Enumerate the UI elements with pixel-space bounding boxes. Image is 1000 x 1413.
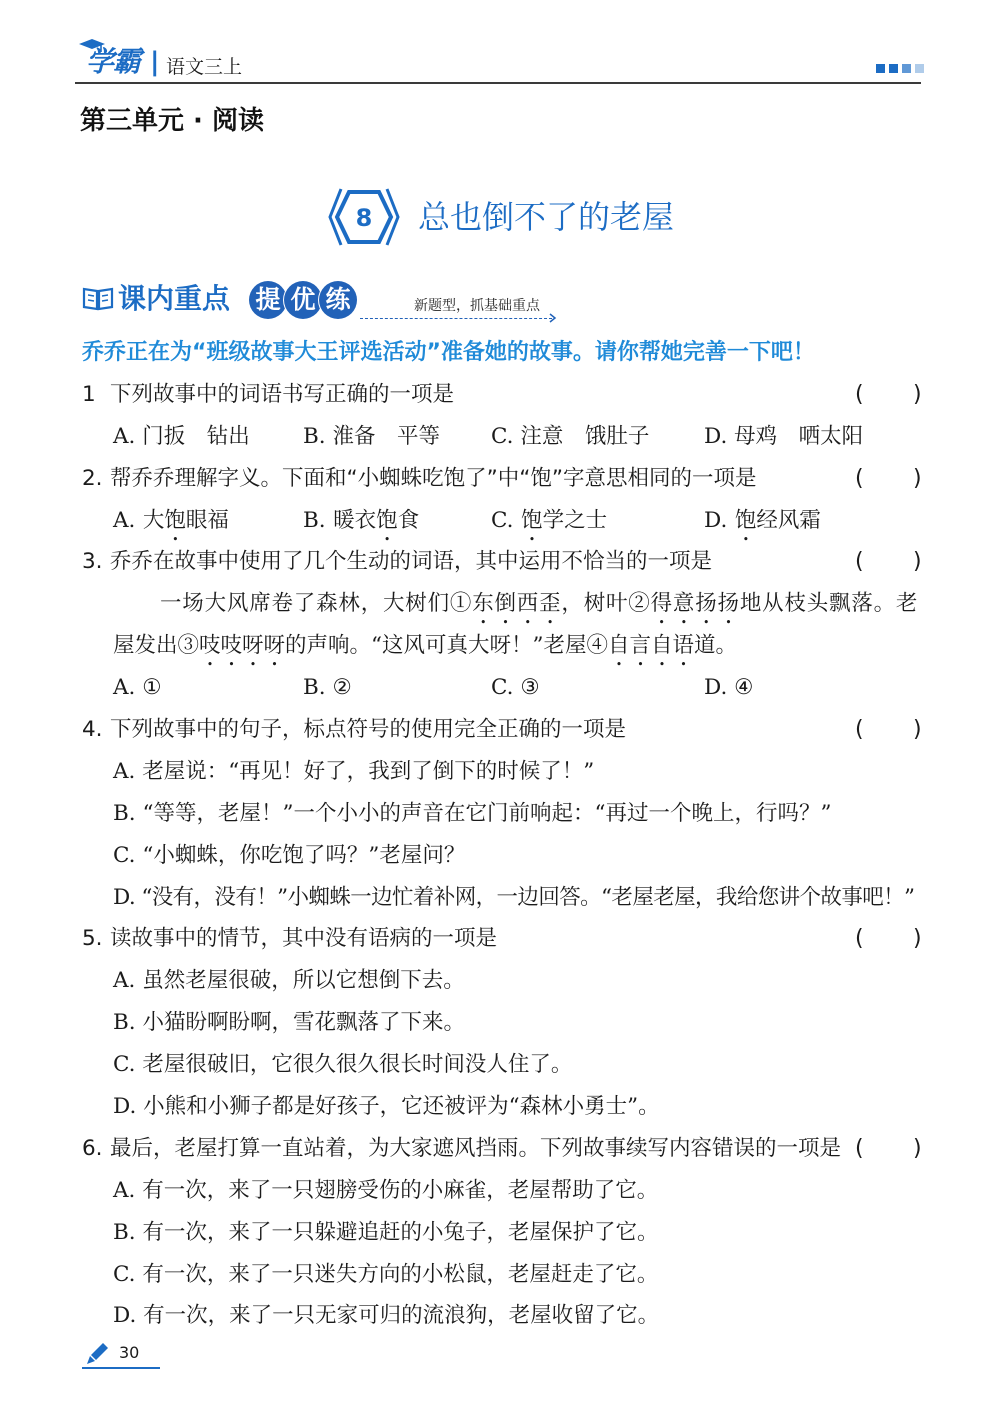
question-stem: 帮乔乔理解字义。下面和“小蜘蛛吃饱了”中“饱”字意思相同的一项是 (110, 465, 757, 491)
passage-segment: ，树叶② (561, 591, 651, 617)
answer-bracket-open: ( (855, 717, 864, 743)
question-2-options (0, 500, 1000, 542)
option-d: D. 小熊和小狮子都是好孩子，它还被评为“森林小勇士”。 (113, 1094, 660, 1120)
question-5-option-a (0, 960, 1000, 1002)
arrow-right-icon (549, 313, 557, 323)
option-a: A. 门扳 钻出 (113, 423, 250, 449)
answer-bracket-close: ) (913, 465, 922, 491)
question-2 (0, 458, 1000, 500)
question-4-option-d (0, 877, 1000, 919)
question-stem: 读故事中的情节，其中没有语病的一项是 (110, 926, 498, 952)
option-a: A. 有一次，来了一只翅膀受伤的小麻雀，老屋帮助了它。 (113, 1177, 659, 1203)
question-stem: 最后，老屋打算一直站着，为大家遮风挡雨。下列故事续写内容错误的一项是 (110, 1135, 842, 1161)
question-number: 6. (82, 1135, 103, 1161)
passage-text (113, 625, 737, 671)
question-6-option-b (0, 1212, 1000, 1254)
option-text-post: 食 (397, 507, 420, 533)
option-a (113, 500, 229, 546)
option-b: B. 有一次，来了一只躲避追赶的小兔子，老屋保护了它。 (113, 1219, 659, 1245)
question-number: 1 (82, 381, 96, 407)
lesson-number: 8 (355, 204, 373, 232)
header-square-3 (902, 64, 911, 73)
option-text-post: 眼福 (185, 507, 229, 533)
header-rule (75, 82, 921, 84)
section-badge-char-1: 提 (249, 281, 287, 319)
question-stem: 下列故事中的词语书写正确的一项是 (110, 381, 455, 407)
lesson-number-badge (327, 186, 401, 248)
option-c (491, 500, 607, 546)
question-4-option-c (0, 835, 1000, 877)
option-c: C. ③ (491, 675, 540, 701)
option-c: C. “小蜘蛛，你吃饱了吗？”老屋问？ (113, 842, 466, 868)
question-5-option-d (0, 1086, 1000, 1128)
passage-text (160, 583, 918, 629)
option-b: B. 小猫盼啊盼啊，雪花飘落了下来。 (113, 1010, 465, 1036)
question-3-options (0, 667, 1000, 709)
book-title: 语文三上 (166, 56, 243, 78)
option-d: D. 母鸡 哂太阳 (704, 423, 864, 449)
question-number: 5. (82, 926, 103, 952)
task-intro: 乔乔正在为“班级故事大王评选活动”准备她的故事。请你帮她完善一下吧！ (82, 340, 815, 365)
question-4 (0, 709, 1000, 751)
option-text-post: 学之士 (542, 507, 608, 533)
marked-word-3: 吱吱呀呀 (199, 633, 286, 659)
option-label: D. (704, 507, 728, 533)
option-text-pre: 暖衣 (333, 507, 377, 533)
section-label: 课内重点 (118, 282, 231, 315)
section-note: 新题型，抓基础重点 (414, 298, 540, 314)
answer-bracket-open: ( (855, 1135, 864, 1161)
marked-word-2: 得意扬扬 (650, 591, 740, 617)
question-6-option-d (0, 1295, 1000, 1337)
emphasized-char: 饱 (164, 507, 186, 533)
header-square-2 (889, 64, 898, 73)
passage-line-1 (0, 583, 1000, 625)
answer-bracket-close: ) (913, 381, 922, 407)
passage-segment: 屋发出③ (113, 633, 200, 659)
answer-bracket-close: ) (913, 1135, 922, 1161)
passage-segment: 道。 (694, 633, 738, 659)
question-3 (0, 541, 1000, 583)
option-a: A. ① (113, 675, 162, 701)
option-text-pre: 大 (142, 507, 165, 533)
footer-rule (82, 1367, 160, 1369)
question-6 (0, 1128, 1000, 1170)
header-square-4 (915, 64, 924, 73)
brand-logo: 学霸 (86, 45, 141, 78)
option-b: B. 淮备 平等 (303, 423, 440, 449)
question-6-option-c (0, 1254, 1000, 1296)
section-badge-char-3: 练 (319, 281, 357, 319)
lesson-title: 总也倒不了的老屋 (418, 198, 675, 236)
question-6-option-a (0, 1170, 1000, 1212)
dashed-divider (360, 318, 552, 319)
question-4-option-a (0, 751, 1000, 793)
question-stem: 下列故事中的句子，标点符号的使用完全正确的一项是 (110, 717, 627, 743)
book-icon (82, 285, 114, 311)
option-b (303, 500, 419, 546)
question-5-option-c (0, 1044, 1000, 1086)
logo-separator: | (150, 47, 160, 77)
marked-word-4: 自言自语 (608, 633, 695, 659)
answer-bracket-close: ) (913, 549, 922, 575)
option-c: C. 有一次，来了一只迷失方向的小松鼠，老屋赶走了它。 (113, 1261, 659, 1287)
emphasized-char: 饱 (376, 507, 398, 533)
option-label: C. (491, 507, 514, 533)
section-badge-char-2: 优 (284, 281, 322, 319)
passage-segment: 一场大风席卷了森林，大树们① (160, 591, 473, 617)
header-square-1 (876, 64, 885, 73)
option-a: A. 虽然老屋很破，所以它想倒下去。 (113, 968, 465, 994)
answer-bracket-close: ) (913, 926, 922, 952)
pencil-icon (84, 1340, 110, 1366)
exercise-content (0, 332, 1000, 1337)
intro-line (0, 332, 1000, 374)
option-d (704, 500, 821, 546)
question-stem: 乔乔在故事中使用了几个生动的词语，其中运用不恰当的一项是 (110, 549, 713, 575)
option-d: D. “没有，没有！”小蜘蛛一边忙着补网，一边回答。“老屋老屋，我给您讲个故事吧！” (113, 884, 915, 910)
question-number: 4. (82, 717, 103, 743)
passage-segment: 的声响。“这风可真大呀！”老屋④ (285, 633, 609, 659)
answer-bracket-close: ) (913, 717, 922, 743)
option-label: B. (303, 507, 326, 533)
option-a: A. 老屋说：“再见！好了，我到了倒下的时候了！” (113, 758, 595, 784)
passage-segment: 地从枝头飘落。老 (739, 591, 919, 617)
answer-bracket-open: ( (855, 465, 864, 491)
question-number: 3. (82, 549, 103, 575)
page-number: 30 (119, 1343, 140, 1362)
answer-bracket-open: ( (855, 549, 864, 575)
unit-title: 第三单元 · 阅读 (80, 106, 264, 136)
answer-bracket-open: ( (855, 926, 864, 952)
option-d: D. 有一次，来了一只无家可归的流浪狗，老屋收留了它。 (113, 1303, 660, 1329)
question-4-option-b (0, 793, 1000, 835)
question-1-options (0, 416, 1000, 458)
marked-word-1: 东倒西歪 (472, 591, 562, 617)
option-c: C. 老屋很破旧，它很久很久很长时间没人住了。 (113, 1052, 573, 1078)
option-label: A. (113, 507, 136, 533)
question-number: 2. (82, 465, 103, 491)
option-text-post: 经风霜 (756, 507, 821, 533)
emphasized-char: 饱 (521, 507, 543, 533)
option-c: C. 注意 饿肚子 (491, 423, 650, 449)
question-1 (0, 374, 1000, 416)
question-5 (0, 918, 1000, 960)
option-b: B. ② (303, 675, 352, 701)
question-5-option-b (0, 1002, 1000, 1044)
option-b: B. “等等，老屋！”一个小小的声音在它门前响起：“再过一个晚上，行吗？” (113, 800, 832, 826)
emphasized-char: 饱 (734, 507, 757, 533)
passage-line-2 (0, 625, 1000, 667)
answer-bracket-open: ( (855, 381, 864, 407)
option-d: D. ④ (704, 675, 754, 701)
